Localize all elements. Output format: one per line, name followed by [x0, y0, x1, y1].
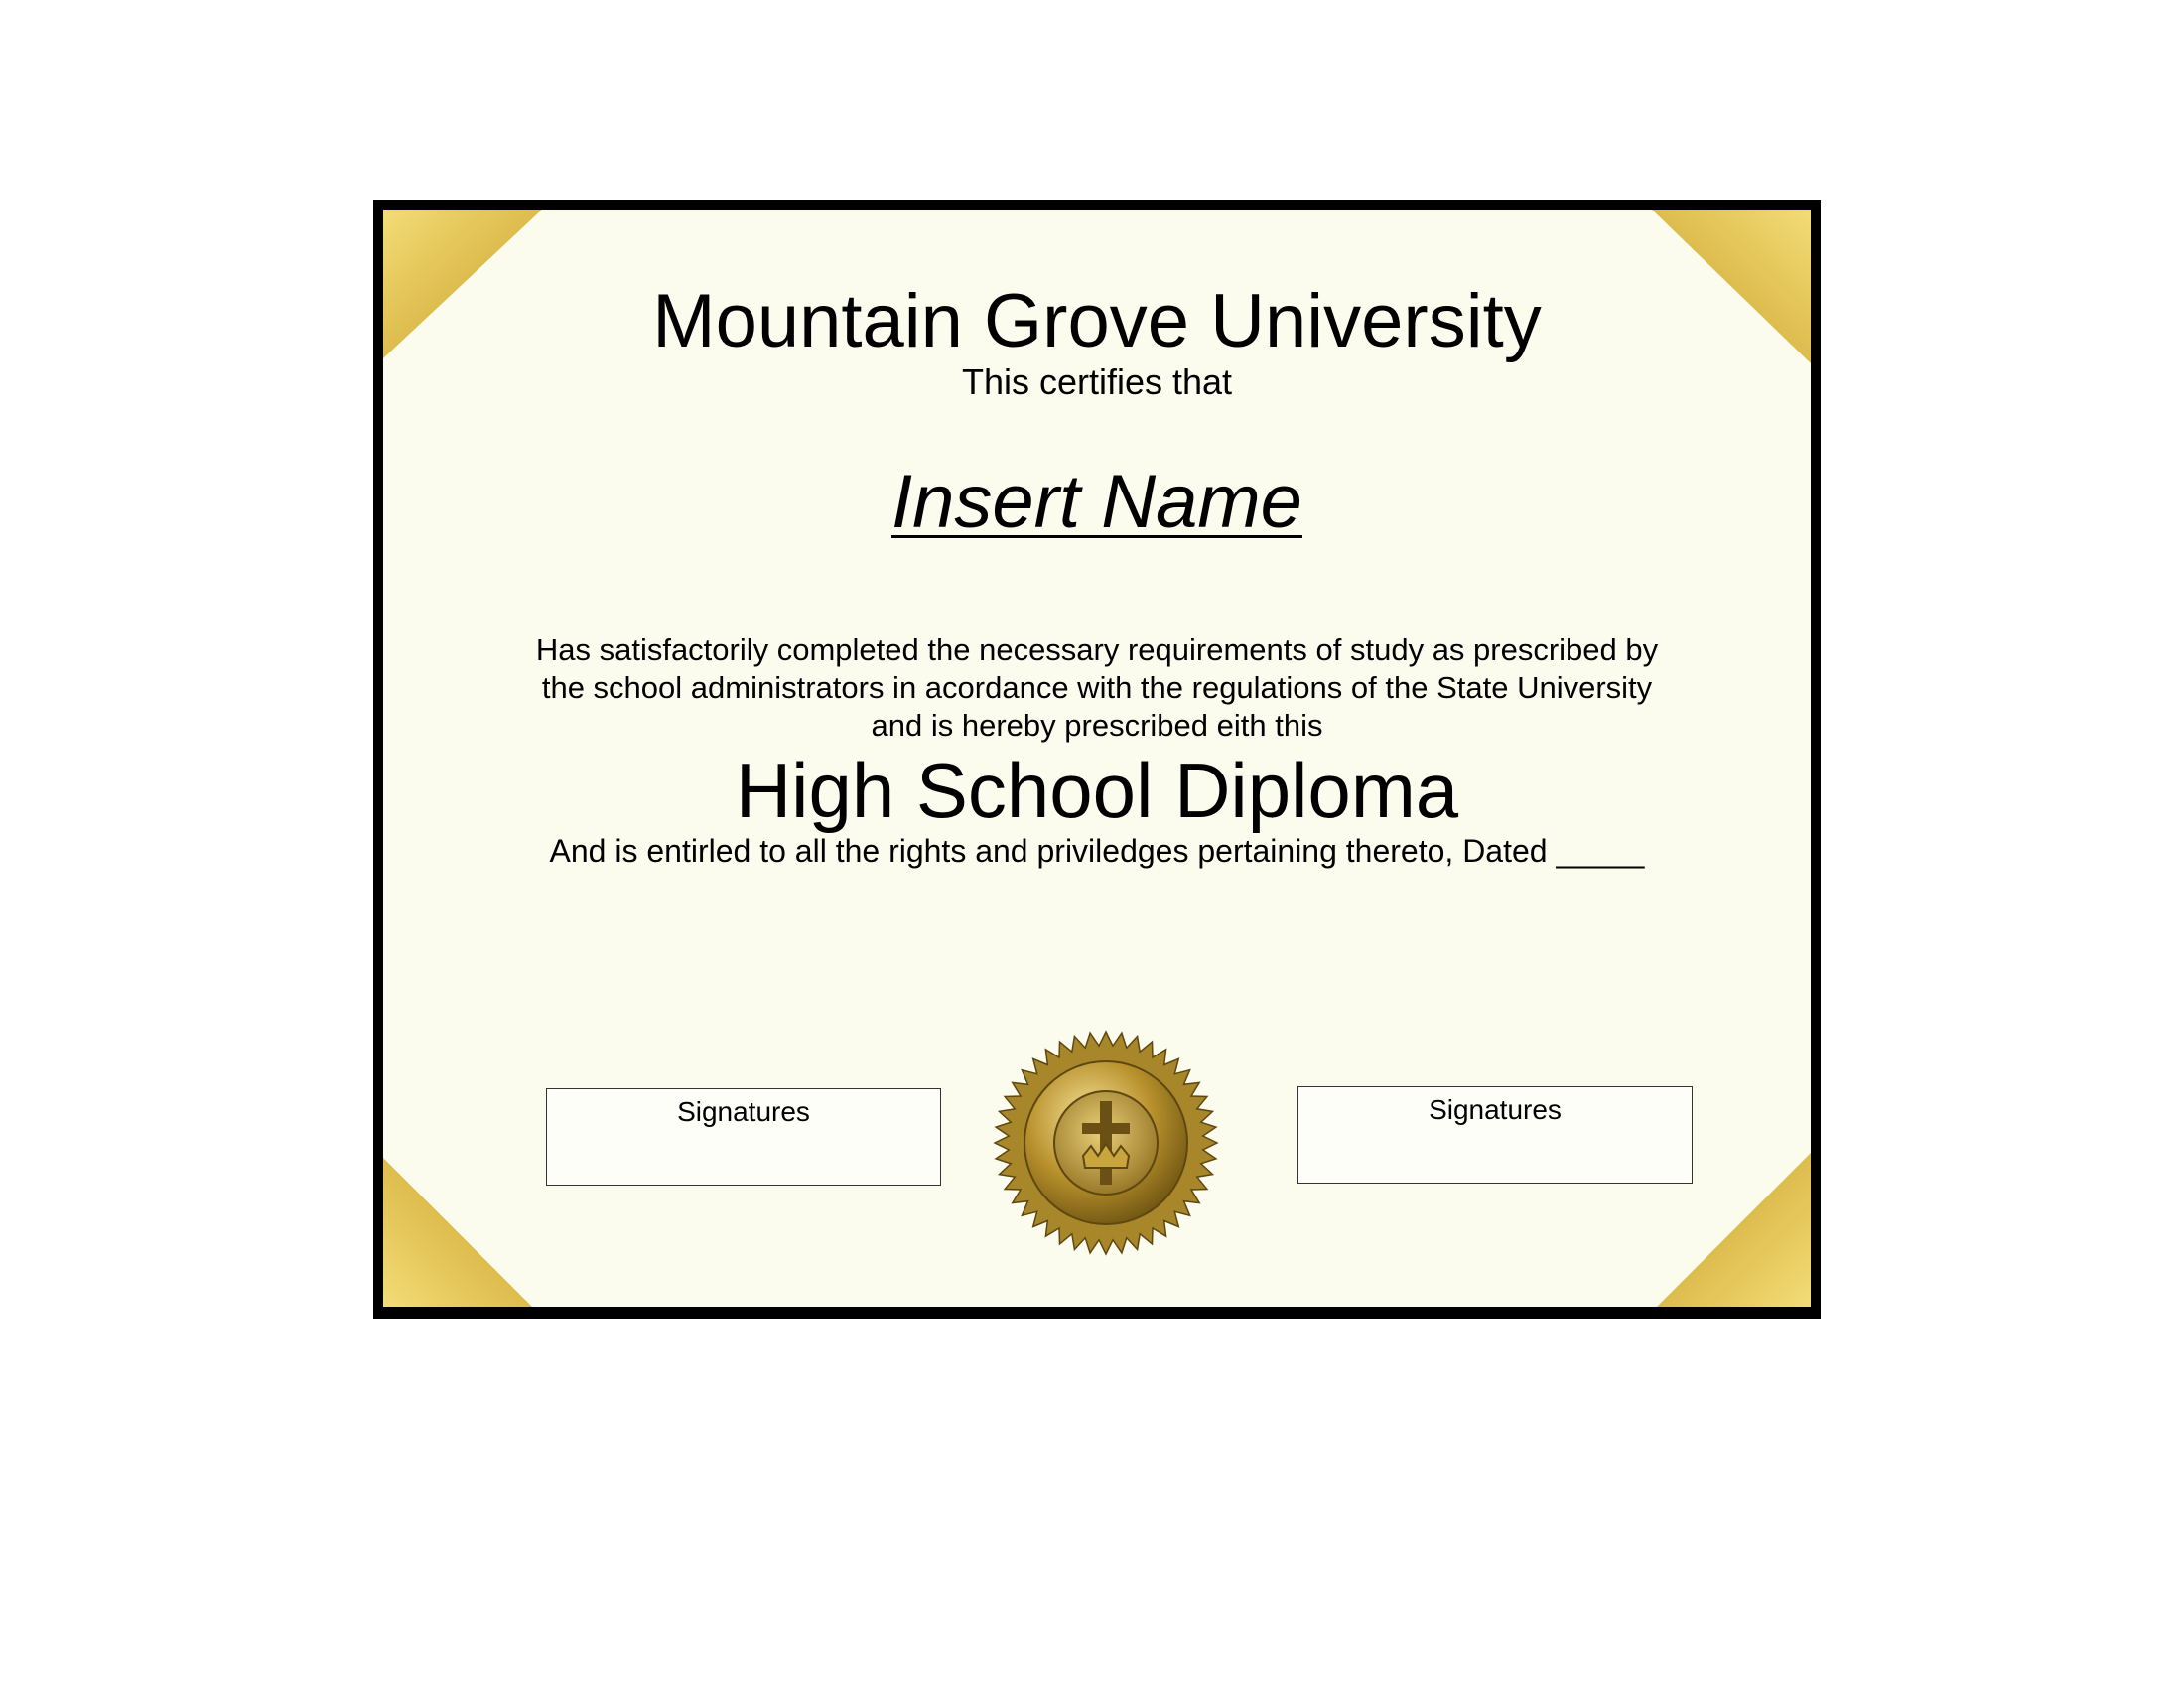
certificate-paper	[383, 210, 1811, 1307]
signature-label-left: Signatures	[677, 1096, 810, 1127]
signature-box-left[interactable]	[546, 1088, 941, 1186]
entitled-dated-text: And is entirled to all the rights and priviledges pertaining thereto, Dated _____	[549, 833, 1645, 869]
gold-seal-icon	[992, 1029, 1220, 1257]
requirements-paragraph: Has satisfactorily completed the necessary requirements of study as prescribed by the school administrators in acordance with the regulations of the State University and is hereby prescribed eith this	[535, 633, 1659, 743]
gold-corner-bottom-left-icon	[383, 1148, 542, 1307]
recipient-name[interactable]: Insert Name	[891, 460, 1302, 544]
university-title: Mountain Grove University	[652, 279, 1542, 363]
signature-label-right: Signatures	[1429, 1094, 1562, 1125]
diploma-certificate	[373, 200, 1821, 1319]
certifies-text: This certifies that	[961, 361, 1233, 402]
diploma-title: High School Diploma	[735, 747, 1459, 834]
signature-box-right[interactable]	[1297, 1086, 1693, 1184]
